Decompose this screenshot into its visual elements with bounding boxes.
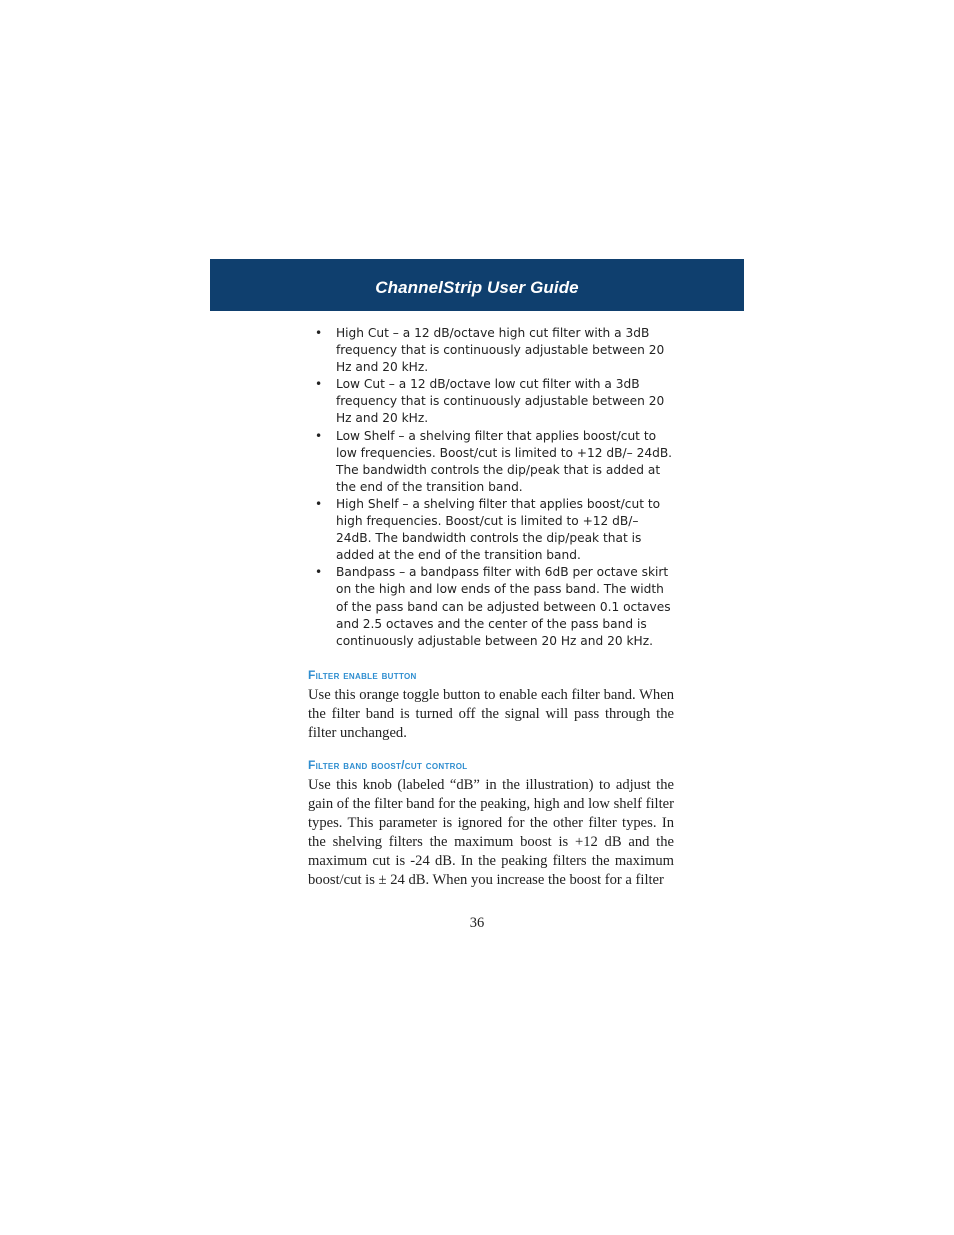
page-number: 36 [469,915,485,931]
bullet-icon: • [315,565,323,580]
header-bar [210,259,744,311]
section-heading-filter-enable: Filter enable button [308,668,417,682]
bullet-icon: • [315,496,323,511]
list-item-text: Bandpass – a bandpass filter with 6dB per octave skirt on the high and low ends of the pass band. The width of the pass band can be adjusted between 0.1 octaves and 2.5 octaves and the center of the pass band is continuously adjustable between 20 Hz and 20 kHz. [336,565,671,648]
bullet-icon: • [315,377,323,392]
section-body-filter-enable: Use this orange toggle button to enable each filter band. When the filter band is turned off the signal will pass through the filter unchanged. [308,687,674,741]
bullet-icon: • [315,428,323,443]
page-title: ChannelStrip User Guide [375,278,579,297]
list-item-text: High Cut – a 12 dB/octave high cut filter with a 3dB frequency that is continuously adjustable between 20 Hz and 20 kHz. [336,326,665,375]
list-item [313,564,675,649]
list-item [313,376,675,427]
list-item-text: High Shelf – a shelving filter that applies boost/cut to high frequencies. Boost/cut is limited to +12 dB/– 24dB. The bandwidth controls the dip/peak that is added at the end of the transition band. [336,496,661,563]
bullet-icon: • [315,326,323,340]
list-item [313,428,675,496]
list-item-text: Low Cut – a 12 dB/octave low cut filter with a 3dB frequency that is continuously adjustable between 20 Hz and 20 kHz. [336,377,665,426]
section-heading-boost-cut: Filter band boost/cut control [308,758,468,772]
filter-type-list [313,325,675,650]
section-body-boost-cut: Use this knob (labeled “dB” in the illustration) to adjust the gain of the filter band for the peaking, high and low shelf filter types. This parameter is ignored for the other filter types. In the shelving filters the maximum boost is +12 dB and the maximum cut is -24 dB. In the peaking filters the maximum boost/cut is ± 24 dB. When you increase the boost for a filter [308,777,674,888]
list-item [313,325,675,376]
list-item [313,496,675,564]
list-item-text: Low Shelf – a shelving filter that applies boost/cut to low frequencies. Boost/cut is limited to +12 dB/– 24dB. The bandwidth controls the dip/peak that is added at the end of the transition band. [336,428,673,494]
